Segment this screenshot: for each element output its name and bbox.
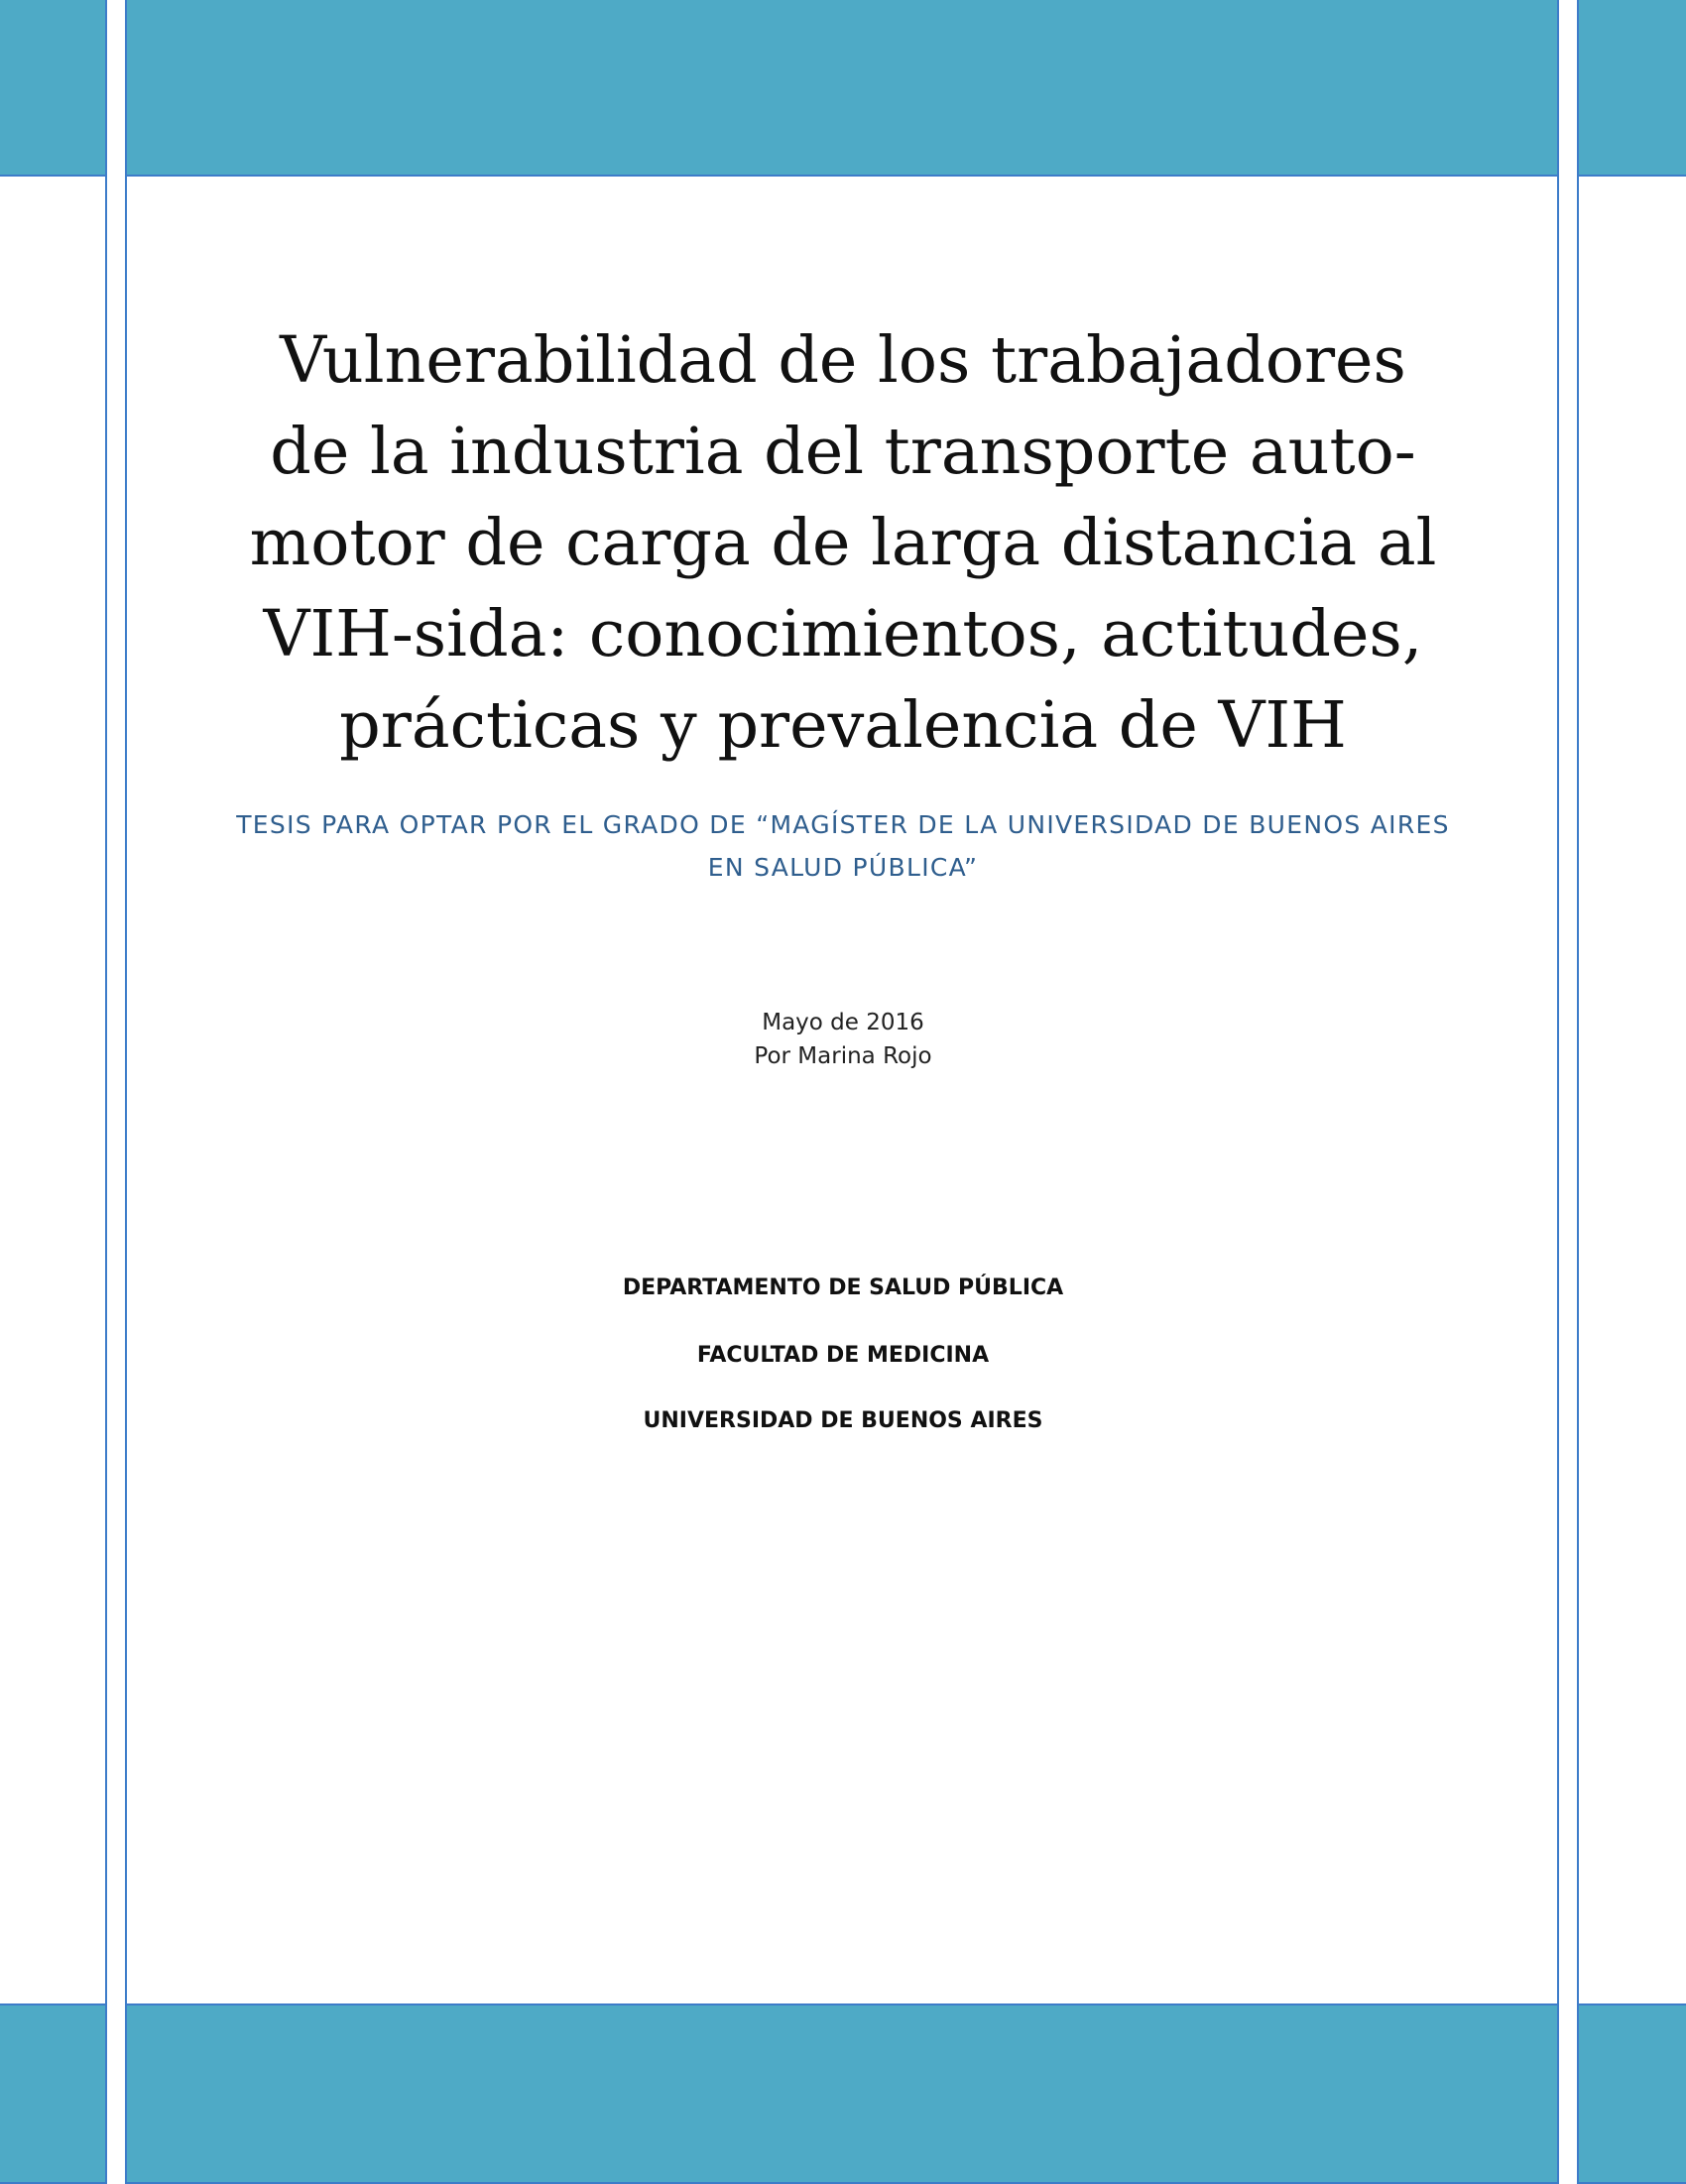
frame-line-left-outer	[105, 0, 107, 2182]
department-name: DEPARTAMENTO DE SALUD PÚBLICA	[622, 1275, 1064, 1300]
frame-line-right-outer	[1577, 0, 1579, 2182]
frame-line-right-inner	[1557, 0, 1559, 2182]
top-band-right	[1577, 0, 1686, 177]
thesis-author: Por Marina Rojo	[754, 1043, 932, 1069]
bottom-band-left	[0, 2003, 107, 2184]
bottom-band-right	[1577, 2003, 1686, 2184]
top-band-left	[0, 0, 107, 177]
thesis-title: Vulnerabilidad de los trabajadores de la industria del transporte auto- motor de carga de larga distancia al VIH-sida: conocimientos, actitudes, prácticas y prevalencia de VIH	[249, 323, 1437, 763]
frame-line-left-inner	[125, 0, 127, 2182]
thesis-subtitle: TESIS PARA OPTAR POR EL GRADO DE “MAGÍSTER DE LA UNIVERSIDAD DE BUENOS AIRES EN SALUD PÚBLICA”	[236, 810, 1450, 882]
top-band-center	[125, 0, 1559, 177]
bottom-band-center	[125, 2003, 1559, 2184]
thesis-date: Mayo de 2016	[762, 1010, 924, 1035]
faculty-name: FACULTAD DE MEDICINA	[696, 1343, 990, 1368]
university-name: UNIVERSIDAD DE BUENOS AIRES	[643, 1408, 1043, 1433]
